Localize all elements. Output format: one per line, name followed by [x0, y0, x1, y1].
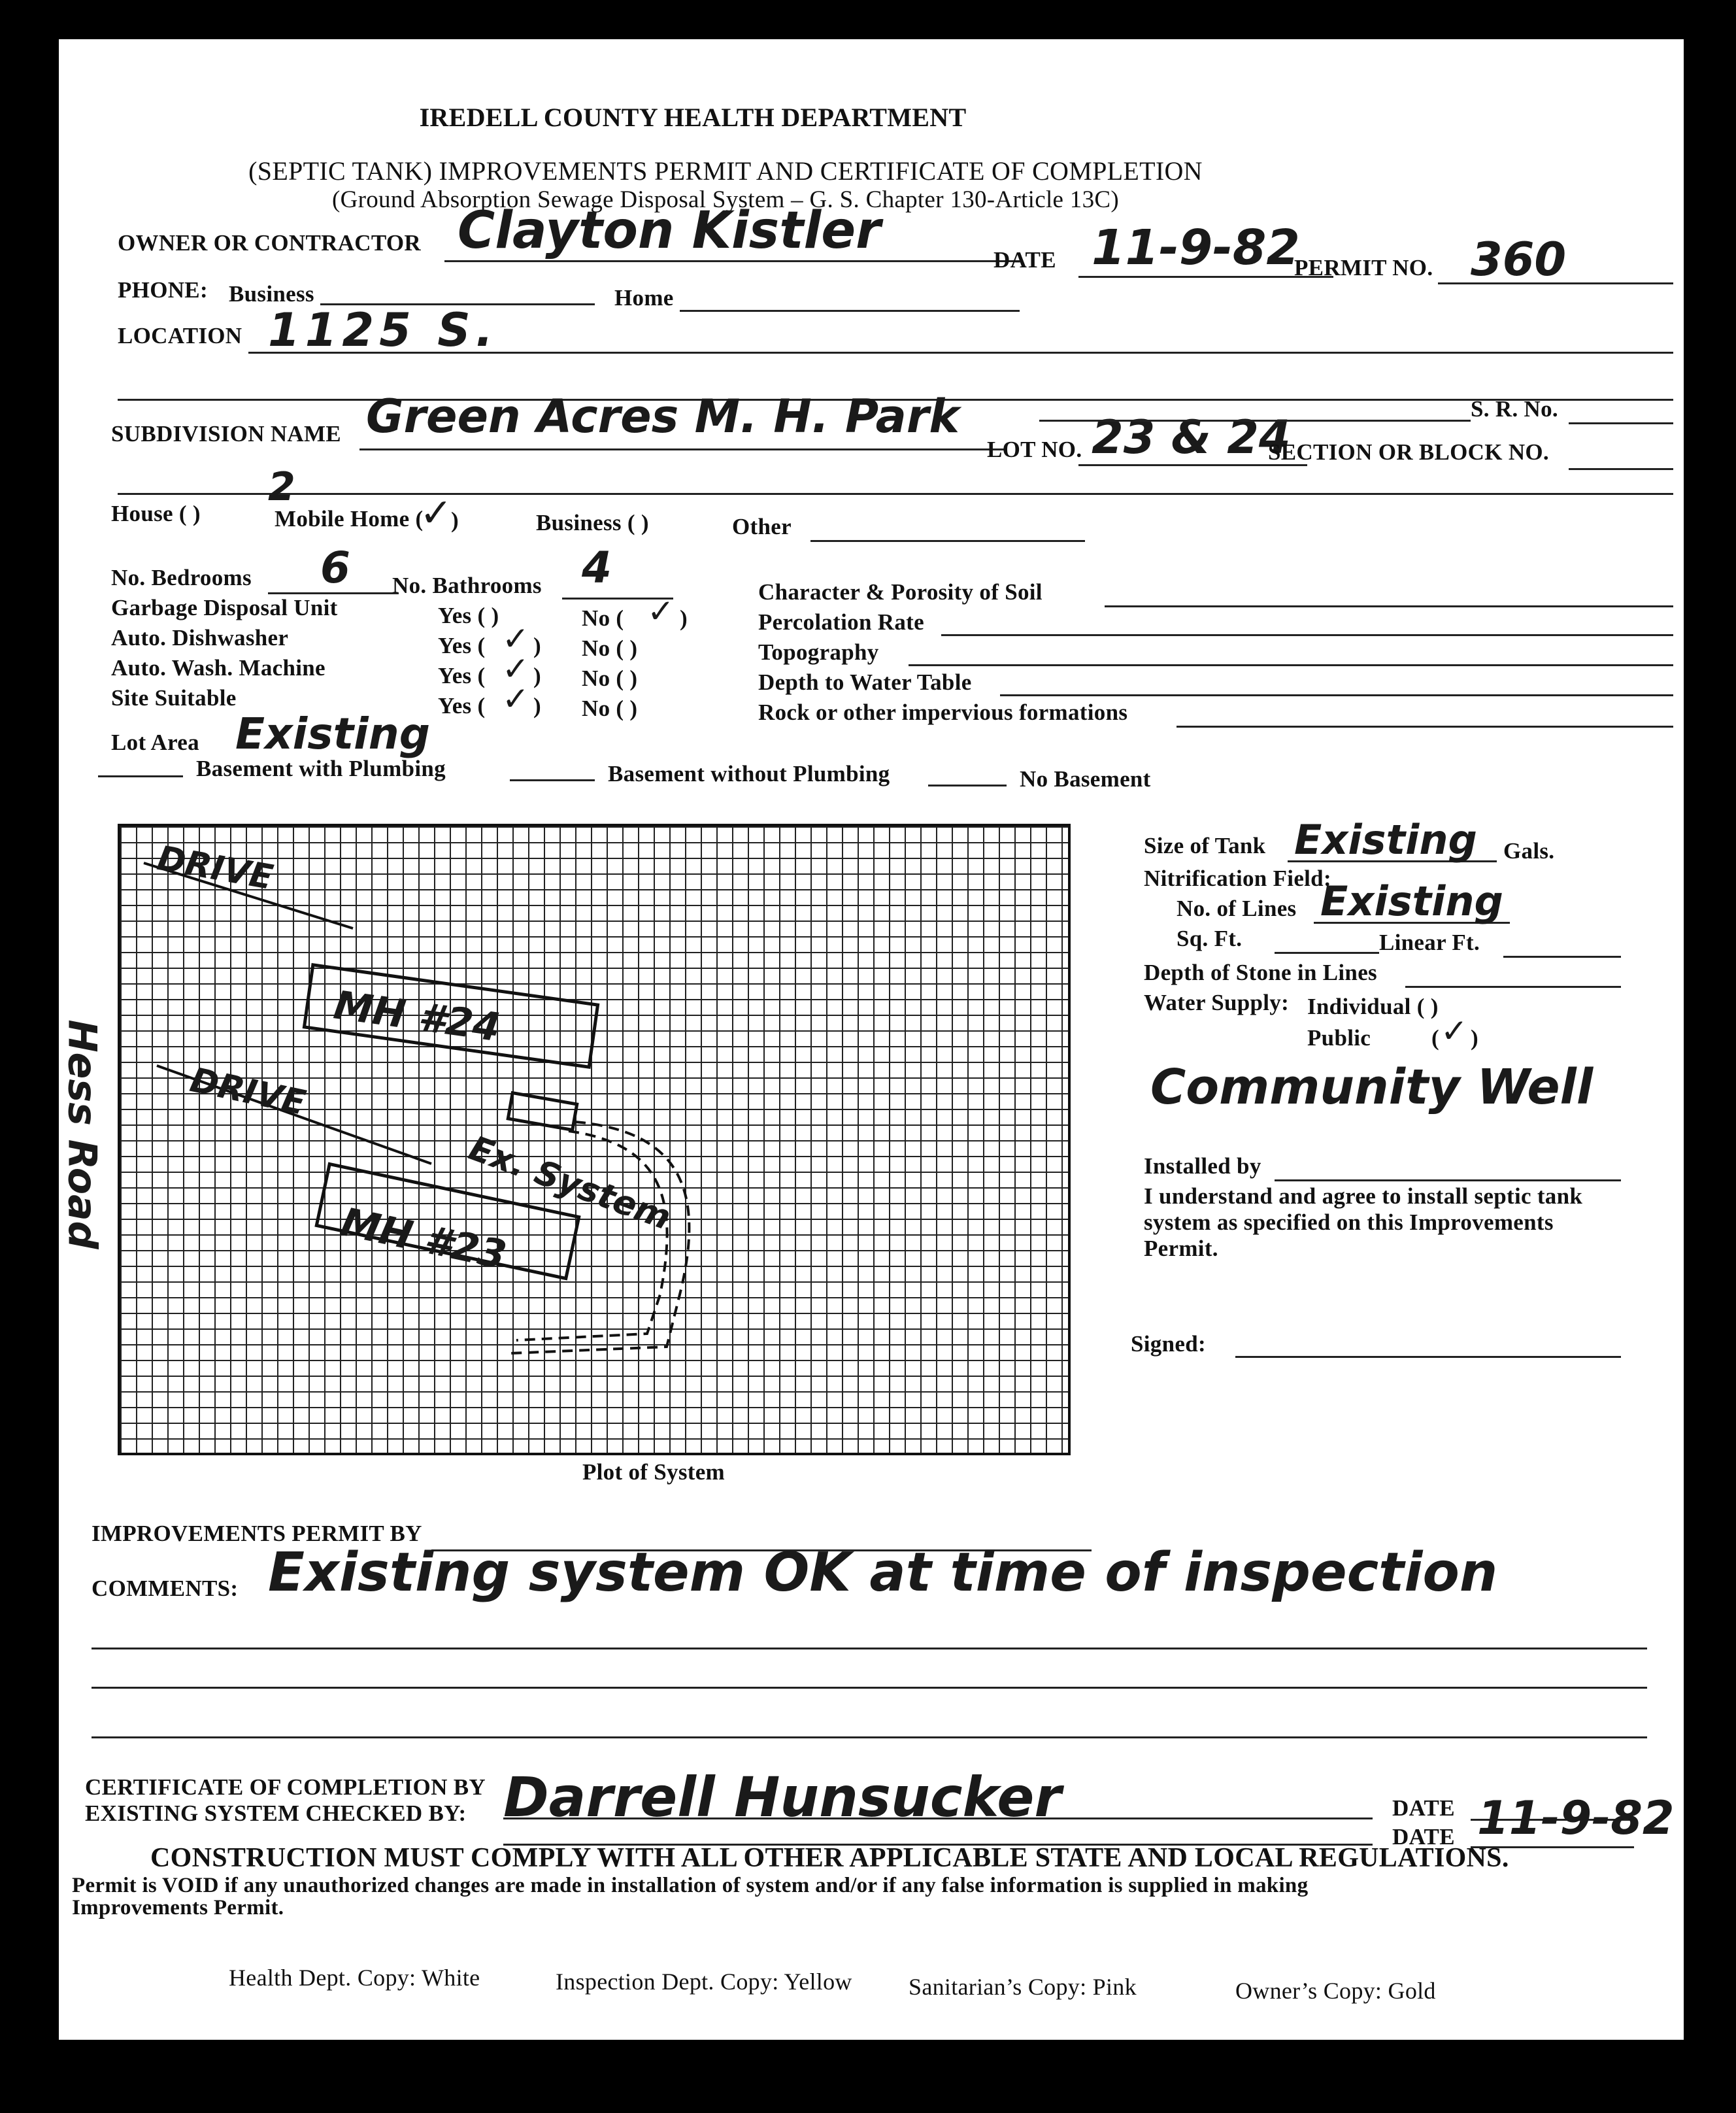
depth-stone-line[interactable]	[1405, 986, 1621, 988]
lot-area-value: Existing	[235, 709, 430, 759]
plot-mh24: MH #24	[331, 982, 503, 1051]
bedrooms-label: No. Bedrooms	[111, 565, 252, 590]
linear-ft-line[interactable]	[1503, 956, 1621, 958]
basement-with-line[interactable]	[98, 775, 183, 777]
mobile-home-mark: ✓	[420, 490, 453, 536]
business-label: Business ( )	[536, 510, 649, 535]
depth-water-label: Depth to Water Table	[758, 669, 972, 695]
section-block-line[interactable]	[1569, 468, 1673, 470]
lines-value: Existing	[1320, 877, 1503, 925]
dishwasher-label: Auto. Dishwasher	[111, 625, 289, 651]
installed-by-line[interactable]	[1275, 1179, 1621, 1181]
water-supply-note: Community Well	[1150, 1059, 1594, 1115]
subdivision-label: SUBDIVISION NAME	[111, 421, 341, 447]
site-suitable-no[interactable]: No ( )	[582, 696, 638, 721]
bathrooms-label: No. Bathrooms	[392, 573, 542, 598]
plot-drive-top: DRIVE	[154, 838, 276, 898]
tank-size-label: Size of Tank	[1144, 833, 1266, 858]
garbage-disposal-label: Garbage Disposal Unit	[111, 595, 338, 620]
subdivision-line-2[interactable]	[118, 493, 1673, 495]
water-supply-label: Water Supply:	[1144, 990, 1290, 1015]
plot-drive-mid: DRIVE	[186, 1060, 309, 1123]
house-label: House ( )	[111, 501, 201, 526]
sr-no-line[interactable]	[1569, 422, 1673, 424]
improvements-by-label: IMPROVEMENTS PERMIT BY	[92, 1521, 422, 1546]
wash-machine-mark: ✓	[502, 650, 529, 688]
comments-line-4[interactable]	[92, 1736, 1647, 1738]
permit-form	[59, 39, 1684, 2040]
topography-line[interactable]	[909, 664, 1673, 666]
permit-no-value: 360	[1471, 233, 1567, 286]
no-basement-line[interactable]	[928, 785, 1007, 786]
dishwasher-no[interactable]: No ( )	[582, 635, 638, 661]
date-label: DATE	[993, 247, 1056, 273]
percolation-line[interactable]	[941, 634, 1673, 636]
comments-label: COMMENTS:	[92, 1576, 239, 1601]
site-suitable-yes[interactable]: Yes (	[438, 693, 486, 718]
tank-size-value: Existing	[1294, 816, 1477, 864]
bedrooms-value: 6	[320, 543, 350, 593]
site-suitable-mark: ✓	[502, 680, 529, 718]
department-name: IREDELL COUNTY HEALTH DEPARTMENT	[419, 103, 967, 132]
water-public-open[interactable]: (	[1431, 1025, 1439, 1051]
permit-subtitle: (Ground Absorption Sewage Disposal System – G. S. Chapter 130-Article 13C)	[331, 186, 1119, 213]
dishwasher-yes-close: )	[533, 633, 541, 658]
phone-label: PHONE:	[118, 277, 208, 303]
date-value: 11-9-82	[1092, 220, 1300, 276]
dishwasher-mark: ✓	[502, 620, 529, 658]
void-notice-2: Improvements Permit.	[72, 1896, 284, 1919]
section-block-label: SECTION OR BLOCK NO.	[1268, 439, 1549, 465]
other-line[interactable]	[810, 540, 1085, 542]
wash-machine-yes-close: )	[533, 663, 541, 688]
comments-value: Existing system OK at time of inspection	[268, 1542, 1498, 1604]
compliance-notice: CONSTRUCTION MUST COMPLY WITH ALL OTHER APPLICABLE STATE AND LOCAL REGULATIONS.	[150, 1843, 1509, 1873]
sqft-label: Sq. Ft.	[1177, 926, 1243, 951]
lines-label: No. of Lines	[1177, 896, 1297, 921]
certificate-signature: Darrell Hunsucker	[503, 1765, 1061, 1829]
permit-no-label: PERMIT NO.	[1294, 255, 1433, 280]
topography-label: Topography	[758, 639, 879, 665]
subdivision-upper-line[interactable]	[1039, 420, 1471, 422]
signed-line[interactable]	[1235, 1356, 1621, 1358]
depth-stone-label: Depth of Stone in Lines	[1144, 960, 1377, 985]
agreement-line-3: Permit.	[1144, 1236, 1218, 1261]
site-suitable-label: Site Suitable	[111, 685, 237, 711]
lot-area-label: Lot Area	[111, 730, 199, 755]
installed-by-label: Installed by	[1144, 1153, 1261, 1179]
agreement-line-2: system as specified on this Improvements	[1144, 1209, 1554, 1235]
plot-drawing	[118, 824, 1065, 1450]
rock-line[interactable]	[1177, 726, 1673, 728]
basement-without-label: Basement without Plumbing	[608, 761, 890, 786]
water-individual[interactable]: Individual ( )	[1307, 994, 1439, 1019]
void-notice-1: Permit is VOID if any unauthorized changes are made in installation of system and/or if any false information is supplied in making	[72, 1874, 1309, 1897]
certificate-label: CERTIFICATE OF COMPLETION BY	[85, 1774, 486, 1800]
comments-line-3[interactable]	[92, 1687, 1647, 1689]
sr-no-label: S. R. No.	[1471, 396, 1558, 422]
water-public-mark: ✓	[1441, 1012, 1468, 1050]
lot-no-value: 23 & 24	[1092, 411, 1291, 464]
mobile-home-label: Mobile Home (	[275, 506, 424, 532]
wash-machine-no[interactable]: No ( )	[582, 666, 638, 691]
garbage-disposal-no-close: )	[680, 605, 688, 631]
basement-with-label: Basement with Plumbing	[196, 756, 446, 781]
no-basement-label: No Basement	[1020, 766, 1151, 792]
phone-business-label: Business	[229, 281, 314, 307]
water-public-label: Public	[1307, 1025, 1371, 1051]
plot-mh23: MH #23	[337, 1199, 510, 1279]
plot-caption: Plot of System	[582, 1459, 726, 1485]
basement-without-line[interactable]	[510, 779, 595, 781]
water-public-close: )	[1471, 1025, 1478, 1051]
garbage-disposal-no[interactable]: No (	[582, 605, 624, 631]
agreement-line-1: I understand and agree to install septic tank	[1144, 1183, 1583, 1209]
copy-inspection: Inspection Dept. Copy: Yellow	[556, 1969, 852, 1995]
location-value: 1125 S.	[268, 303, 499, 357]
phone-home-label: Home	[614, 285, 674, 311]
copy-owner: Owner’s Copy: Gold	[1235, 1978, 1436, 2004]
soil-character-label: Character & Porosity of Soil	[758, 579, 1043, 605]
wash-machine-yes[interactable]: Yes (	[438, 663, 486, 688]
existing-date-value: 11-9-82	[1477, 1791, 1675, 1845]
existing-date-label: DATE	[1392, 1824, 1455, 1850]
location-label: LOCATION	[118, 323, 242, 348]
tank-gals-label: Gals.	[1503, 838, 1555, 864]
garbage-disposal-mark: ✓	[647, 592, 675, 630]
wash-machine-label: Auto. Wash. Machine	[111, 655, 326, 681]
tank-box	[508, 1093, 576, 1130]
bathrooms-value: 4	[582, 543, 612, 593]
depth-water-line[interactable]	[1000, 694, 1673, 696]
plot-ex-system: Ex. System	[463, 1128, 676, 1238]
owner-label: OWNER OR CONTRACTOR	[118, 230, 421, 256]
sqft-line[interactable]	[1275, 952, 1379, 954]
phone-home-line[interactable]	[680, 310, 1020, 312]
garbage-disposal-yes[interactable]: Yes ( )	[438, 603, 499, 628]
certificate-date-label: DATE	[1392, 1795, 1455, 1821]
comments-line-2[interactable]	[92, 1648, 1647, 1649]
subdivision-line[interactable]	[359, 448, 1007, 450]
permit-title: (SEPTIC TANK) IMPROVEMENTS PERMIT AND CERTIFICATE OF COMPLETION	[248, 156, 1203, 186]
plot-road: Hess Road	[59, 1019, 105, 1249]
copy-health: Health Dept. Copy: White	[229, 1965, 480, 1991]
owner-line[interactable]	[444, 260, 1020, 262]
other-label: Other	[732, 514, 792, 539]
site-suitable-yes-close: )	[533, 693, 541, 718]
rock-label: Rock or other impervious formations	[758, 700, 1128, 725]
mobile-home-close: )	[451, 507, 459, 533]
lot-no-label: LOT NO.	[987, 437, 1082, 462]
soil-character-line[interactable]	[1105, 605, 1673, 607]
dishwasher-yes[interactable]: Yes (	[438, 633, 486, 658]
existing-checked-label: EXISTING SYSTEM CHECKED BY:	[85, 1800, 467, 1826]
building-above-mark: 2	[268, 464, 295, 510]
subdivision-value: Green Acres M. H. Park	[366, 390, 960, 443]
signed-label: Signed:	[1131, 1331, 1206, 1357]
nitrification-label: Nitrification Field:	[1144, 866, 1331, 891]
percolation-label: Percolation Rate	[758, 609, 924, 635]
linear-ft-label: Linear Ft.	[1379, 930, 1480, 955]
copy-sanitarian: Sanitarian’s Copy: Pink	[909, 1974, 1137, 2000]
owner-value: Clayton Kistler	[458, 201, 881, 260]
